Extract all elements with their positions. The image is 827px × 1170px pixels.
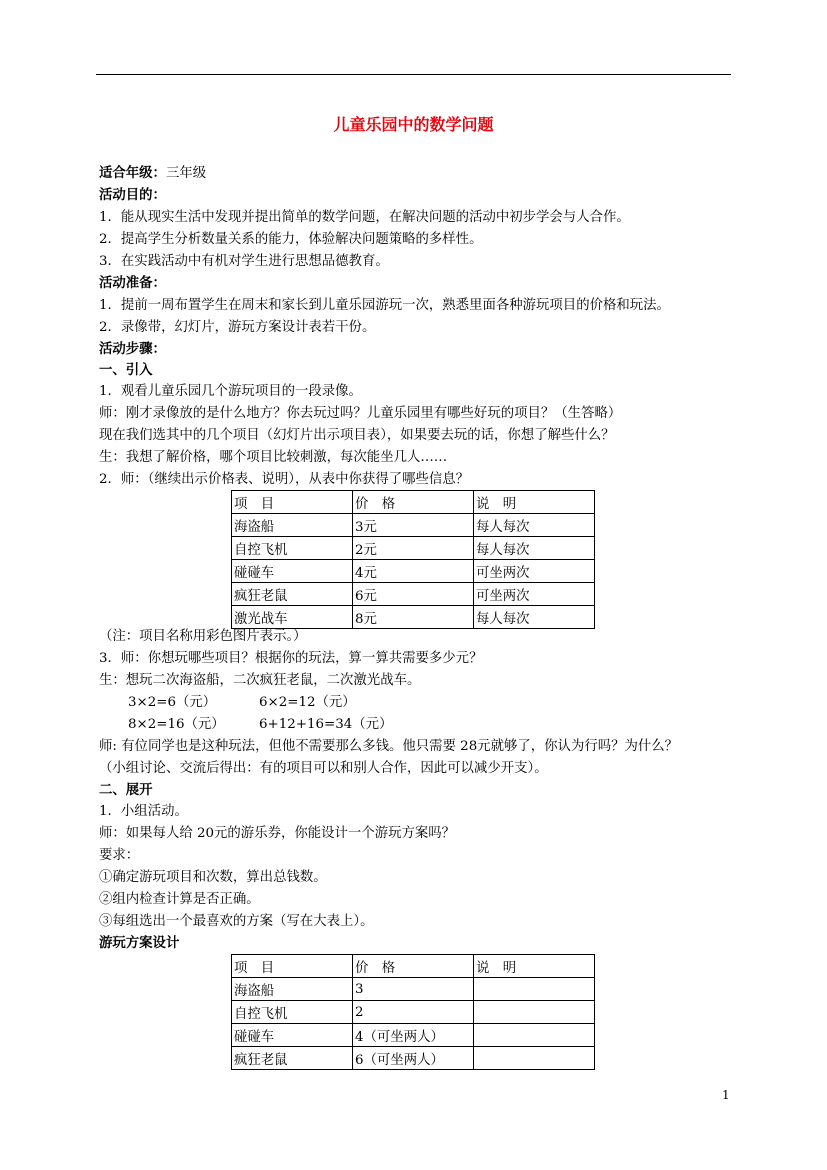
table-row (232, 537, 595, 560)
section1-line: 2．师：（继续出示价格表、说明），从表中你获得了哪些信息？ (99, 472, 470, 487)
table-cell (474, 1024, 595, 1047)
prep-item: 1．提前一周布置学生在周末和家长到儿童乐园游玩一次，熟悉里面各种游玩项目的价格和玩法。 (99, 298, 670, 313)
price-table (231, 490, 595, 629)
table-cell: 4（可坐两人） (353, 1024, 474, 1047)
header-rule (96, 74, 731, 75)
steps-heading: 活动步骤： (99, 342, 166, 357)
section2-line: 1．小组活动。 (99, 804, 188, 819)
table-cell: 海盗船 (232, 514, 353, 537)
table-cell: 2 (353, 1001, 474, 1024)
table-header-cell: 说 明 (474, 491, 595, 514)
table-cell: 每人每次 (474, 514, 595, 537)
section1-line: （小组讨论、交流后得出：有的项目可以和别人合作，因此可以减少开支）。 (99, 761, 548, 776)
page-number: 1 (722, 1088, 730, 1102)
goals-heading: 活动目的： (99, 188, 166, 203)
table-cell: 可坐两次 (474, 583, 595, 606)
table-cell (474, 1047, 595, 1070)
table-cell: 自控飞机 (232, 1001, 353, 1024)
table-row (232, 1047, 595, 1070)
table-cell: 可坐两次 (474, 560, 595, 583)
section2-heading: 二、展开 (99, 783, 153, 798)
document-title: 儿童乐园中的数学问题 (333, 115, 494, 134)
table-cell: 3 (353, 978, 474, 1001)
table-cell: 8元 (353, 606, 474, 629)
section1-heading: 一、引入 (99, 363, 153, 378)
table-cell: 3元 (353, 514, 474, 537)
grade-line (99, 163, 206, 184)
calc-line: 6×2=12（元） (259, 695, 356, 710)
goal-item: 1．能从现实生活中发现并提出简单的数学问题，在解决问题的活动中初步学会与人合作。 (99, 210, 630, 225)
goal-item: 2．提高学生分析数量关系的能力，体验解决问题策略的多样性。 (99, 232, 483, 247)
table-header-row (232, 955, 595, 978)
table-row (232, 1001, 595, 1024)
prep-item: 2．录像带，幻灯片，游玩方案设计表若干份。 (99, 320, 376, 335)
table-cell: 碰碰车 (232, 560, 353, 583)
table-cell: 自控飞机 (232, 537, 353, 560)
section1-line: 3．师：你想玩哪些项目？根据你的玩法，算一算共需要多少元？ (99, 651, 483, 666)
table-header-cell: 价 格 (353, 491, 474, 514)
section2-line: ②组内检查计算是否正确。 (99, 892, 260, 907)
section1-line: 生：想玩二次海盗船，二次疯狂老鼠，二次激光战车。 (99, 673, 421, 688)
grade-label: 适合年级： (99, 166, 166, 181)
section2-line: 要求： (99, 848, 140, 863)
table-cell: 6元 (353, 583, 474, 606)
table-note: （注：项目名称用彩色图片表示。） (99, 629, 307, 644)
table-cell: 每人每次 (474, 606, 595, 629)
prep-heading: 活动准备： (99, 276, 166, 291)
section2-line: ①确定游玩项目和次数，算出总钱数。 (99, 870, 327, 885)
grade-value: 三年级 (165, 166, 207, 181)
table-row (232, 583, 595, 606)
table-header-row (232, 491, 595, 514)
table-row (232, 978, 595, 1001)
table-cell: 2元 (353, 537, 474, 560)
table-header-cell: 说 明 (474, 955, 595, 978)
table-cell: 4元 (353, 560, 474, 583)
table-cell: 激光战车 (232, 606, 353, 629)
section1-line: 现在我们选其中的几个项目（幻灯片出示项目表），如果要去玩的话，你想了解些什么？ (99, 428, 615, 443)
section2-line: 师：如果每人给 20元的游乐券，你能设计一个游玩方案吗？ (99, 826, 456, 841)
table-cell (474, 1001, 595, 1024)
section1-line: 师：刚才录像放的是什么地方？你去玩过吗？儿童乐园里有哪些好玩的项目？（生答略） (99, 406, 622, 421)
table-row (232, 1024, 595, 1047)
table-row (232, 514, 595, 537)
table-cell: 疯狂老鼠 (232, 1047, 353, 1070)
table-header-cell: 项 目 (232, 491, 353, 514)
section1-line: 1．观看儿童乐园几个游玩项目的一段录像。 (99, 384, 362, 399)
calc-line: 3×2=6（元） (128, 695, 217, 710)
table-cell: 6（可坐两人） (353, 1047, 474, 1070)
table2-heading: 游玩方案设计 (99, 936, 180, 951)
table-cell (474, 978, 595, 1001)
section2-line: ③每组选出一个最喜欢的方案（写在大表上）。 (99, 914, 374, 929)
section1-line: 师: 有位同学也是这种玩法，但他不需要那么多钱。他只需要 28元就够了，你认为行吗？为什么？ (99, 739, 679, 754)
section1-line: 生：我想了解价格，哪个项目比较刺激，每次能坐几人…… (99, 450, 448, 465)
calc-line: 6+12+16=34（元） (259, 717, 393, 732)
plan-table (231, 954, 595, 1070)
table-cell: 每人每次 (474, 537, 595, 560)
table-row (232, 560, 595, 583)
table-cell: 海盗船 (232, 978, 353, 1001)
goal-item: 3．在实践活动中有机对学生进行思想品德教育。 (99, 254, 389, 269)
table-header-cell: 项 目 (232, 955, 353, 978)
table-cell: 碰碰车 (232, 1024, 353, 1047)
calc-line: 8×2=16（元） (128, 717, 225, 732)
table-header-cell: 价 格 (353, 955, 474, 978)
table-cell: 疯狂老鼠 (232, 583, 353, 606)
